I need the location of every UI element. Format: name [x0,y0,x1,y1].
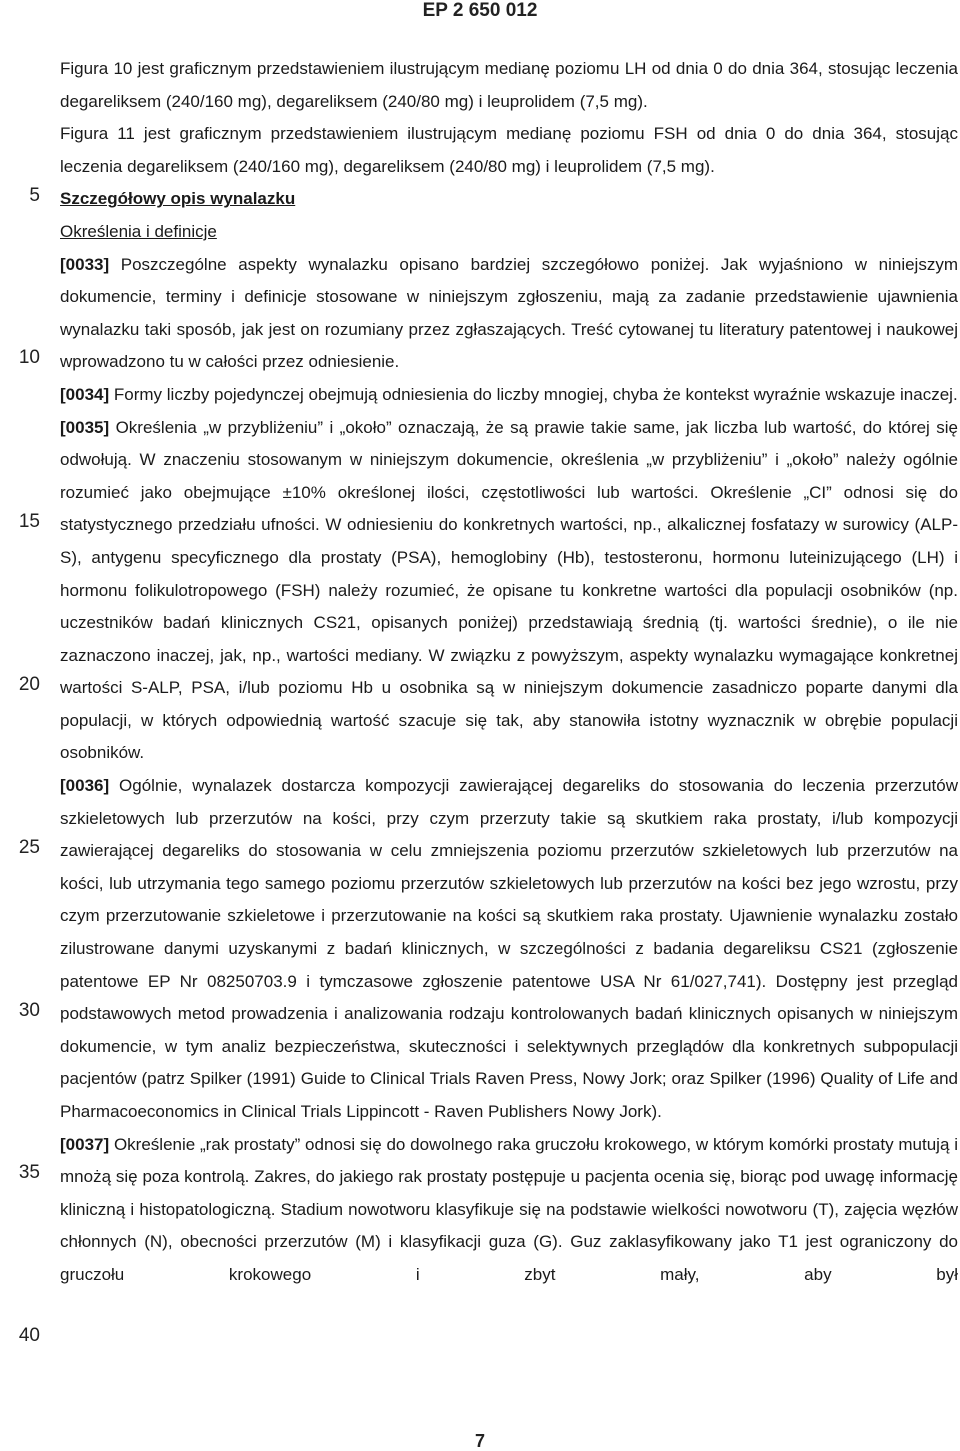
paragraph-0037 [60,1129,958,1292]
document-body [60,53,958,1292]
line-number: 25 [18,837,40,858]
line-number: 15 [18,511,40,532]
figure-11-description: Figura 11 jest graficznym przedstawieniem ilustrującym medianę poziomu FSH od dnia 0 do dnia 364, stosując leczenia degareliksem (240/160 mg), degareliksem (240/80 mg) i leuprolidem (7,5 mg). [60,124,958,176]
line-number: 5 [29,185,40,206]
paragraph-text: Poszczególne aspekty wynalazku opisano bardziej szczegółowo poniżej. Jak wyjaśniono w niniejszym dokumencie, terminy i definicje stosowane w niniejszym zgłoszeniu, mają za zadanie przedstawienie ujawnienia wynalazku taki sposób, jak jest on rozumiany przez zgłaszających. Treść cytowanej tu literatury patentowej i naukowej wprowadzono tu w całości przez odniesienie. [60,254,958,372]
paragraph-0036 [60,770,958,1129]
paragraph-number: [0036] [60,776,110,796]
figure-10-description: Figura 10 jest graficznym przedstawieniem ilustrującym medianę poziomu LH od dnia 0 do dnia 364, stosując leczenia degareliksem (240/160 mg), degareliksem (240/80 mg) i leuprolidem (7,5 mg). [60,59,958,111]
paragraph-text: Określenia „w przybliżeniu” i „około” oznaczają, że są prawie takie same, jak liczba lub wartość, do której się odwołują. W znaczeniu stosowanym w niniejszym dokumencie, określenia „w przybliżeniu” i „około” należy ogólnie rozumieć jako obejmujące ±10% określonej ilości, częstotliwości lub wartości. Określenie „CI” odnosi się do statystycznego przedziału ufności. W odniesieniu do konkretnych wartości, np., alkalicznej fosfatazy w surowicy (ALP-S), antygenu specyficznego dla prostaty (PSA), hemoglobiny (Hb), testosteronu, hormonu luteinizującego (LH) i hormonu folikulotropowego (FSH) należy rozumieć, że opisane tu konkretne wartości dla populacji osobników (np. uczestników badań klinicznych CS21, opisanych poniżej) przedstawiają średnią (tj. wartości średnie), o ile nie zaznaczono inaczej, jak, np., wartości mediany. W związku z powyższym, aspekty wynalazku wymagające konkretnej wartości S-ALP, PSA, i/lub poziomu Hb u osobnika są w niniejszym dokumencie zasadniczo poparte danymi dla populacji, w których odpowiednią wartość szacuje się tak, aby stanowiła istotny wyznacznik w obrębie populacji osobników. [60,417,958,763]
paragraph-number: [0033] [60,254,110,274]
paragraph-0034 [60,379,958,412]
line-number: 10 [18,347,40,368]
paragraph-number: [0037] [60,1134,110,1154]
line-number: 20 [18,674,40,695]
paragraph-0035 [60,412,958,771]
line-number: 30 [18,1000,40,1021]
paragraph-text: Formy liczby pojedynczej obejmują odniesienia do liczby mnogiej, chyba że kontekst wyraźnie wskazuje inaczej. [113,384,958,404]
paragraph-text: Ogólnie, wynalazek dostarcza kompozycji zawierającej degareliks do stosowania do leczenia przerzutów szkieletowych lub przerzutów na kości, przy czym przerzuty takie są skutkiem raka prostaty, i/lub kompozycji zawierającej degareliks do stosowania w celu zmniejszenia poziomu przerzutów szkieletowych lub przerzutów na kości, lub utrzymania tego samego poziomu przerzutów szkieletowych lub przerzutów na kości bez jego wzrostu, przy czym przerzutowanie szkieletowe i przerzutowanie na kości są skutkiem raka prostaty. Ujawnienie wynalazku zostało zilustrowane danymi uzyskanymi z badań klinicznych, w szczególności z badania degareliksu CS21 (zgłoszenie patentowe EP Nr 08250703.9 i tymczasowe zgłoszenie patentowe USA Nr 61/027,741). Dostępny jest przegląd podstawowych metod prowadzenia i analizowania rodzaju kontrolowanych badań klinicznych opisanych w niniejszym dokumencie, w tym analiz bezpieczeństwa, skuteczności i selektywnych przeglądów dla konkretnych subpopulacji pacjentów (patrz Spilker (1991) Guide to Clinical Trials Raven Press, Nowy Jork; oraz Spilker (1996) Quality of Life and Pharmacoeconomics in Clinical Trials Lippincott - Raven Publishers Nowy Jork). [60,776,958,1121]
page-number: 7 [474,1431,485,1451]
section-heading: Szczegółowy opis wynalazku [60,189,296,209]
subsection-heading: Określenia i definicje [60,221,217,241]
document-number-header: EP 2 650 012 [422,0,538,21]
line-number: 40 [18,1325,40,1346]
paragraph-number: [0035] [60,417,110,437]
paragraph-text: Określenie „rak prostaty” odnosi się do dowolnego raka gruczołu krokowego, w którym komórki prostaty mutują i mnożą się poza kontrolą. Zakres, do jakiego rak prostaty postępuje u pacjenta ocenia się, biorąc pod uwagę informację kliniczną i histopatologiczną. Stadium nowotworu klasyfikuje się na podstawie wielkości nowotworu (T), zajęcia węzłów chłonnych (N), obecności przerzutów (M) i klasyfikacji guza (G). Guz zaklasyfikowany jako T1 jest ograniczony do gruczołu krokowego i zbyt mały, aby był [60,1134,958,1284]
line-number: 35 [18,1162,40,1183]
paragraph-0033 [60,249,958,379]
paragraph-number: [0034] [60,384,110,404]
